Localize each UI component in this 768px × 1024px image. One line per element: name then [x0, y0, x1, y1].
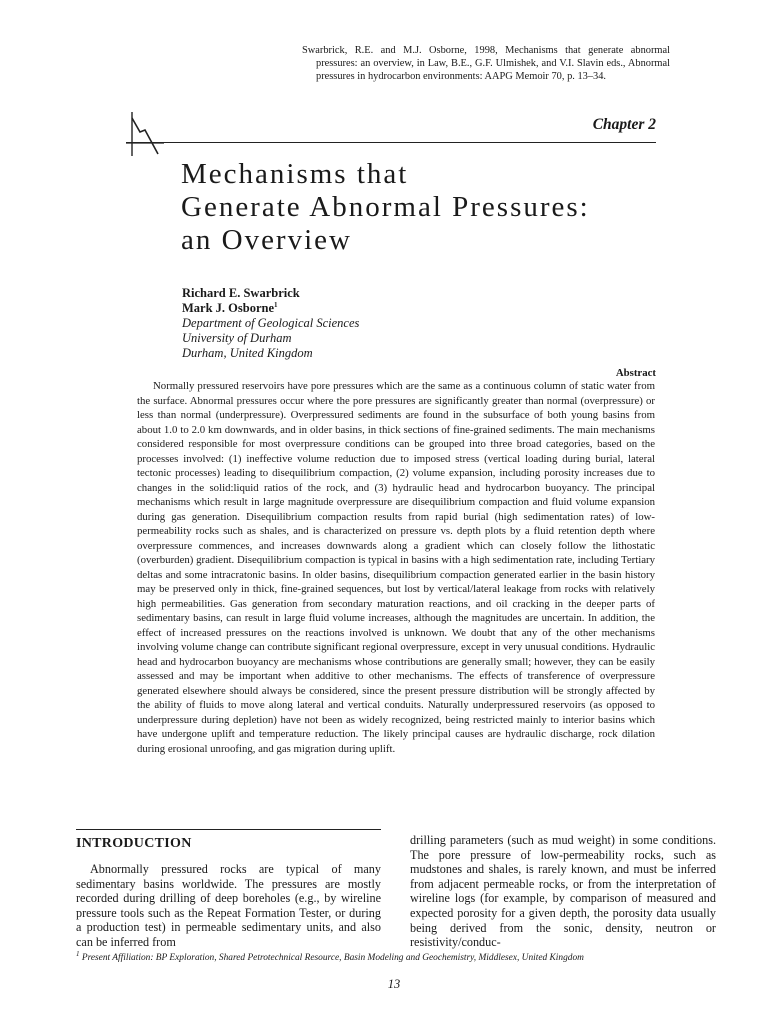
author-name-2: Mark J. Osborne [182, 301, 275, 315]
author-name-1: Richard E. Swarbrick [182, 286, 300, 300]
author-location: Durham, United Kingdom [182, 346, 313, 360]
introduction-column-left: Abnormally pressured rocks are typical of many sedimentary basins worldwide. The pressures are mostly recorded during drilling of deep boreholes (e.g., by wireline pressure tools such as the Repeat Formation Tester, or during a production test) in permeable sedimentary units, and also can be inferred from [76, 862, 381, 949]
abstract-heading: Abstract [615, 367, 656, 379]
title-line-2: Generate Abnormal Pressures: [181, 191, 590, 223]
footnote-marker: 1 [274, 300, 278, 309]
chapter-label: Chapter 2 [592, 116, 656, 133]
author-department: Department of Geological Sciences [182, 316, 360, 330]
citation: Swarbrick, R.E. and M.J. Osborne, 1998, Mechanisms that generate abnormal pressures: an overview, in Law, B.E., G.F. Ulmishek, and V.I. Slavin eds., Abnormal pressures in hydrocarbon environments: AAPG Memoir 70, p. 13–34. [302, 45, 670, 82]
author-university: University of Durham [182, 331, 292, 345]
title-line-3: an Overview [181, 224, 352, 256]
footnote-number: 1 [76, 949, 80, 958]
introduction-heading: INTRODUCTION [76, 836, 192, 851]
title-line-1: Mechanisms that [181, 158, 409, 190]
chapter-rule [126, 142, 656, 143]
page-number: 13 [387, 977, 401, 991]
introduction-column-right: drilling parameters (such as mud weight) in some conditions. The pore pressure of low-permeability rocks, such as mudstones and shales, is rarely known, and must be inferred from adjacent permeable rocks, or from the interpretation of wireline logs (for example, by comparison of measured and expected porosity for a given depth, the porosity data usually being derived from the sonic, density, neutron or resistivity/conduc- [410, 833, 716, 950]
introduction-rule [76, 829, 381, 830]
abstract-body: Normally pressured reservoirs have pore pressures which are the same as a continuous column of static water from the surface. Abnormal pressures occur where the pore pressures are significantly greater than normal (overpressure) or less than normal (underpressure). Overpressured sediments are found in the subsurface of both young basins from about 1.0 to 2.0 km downwards, and in older basins, in thick sections of fine-grained sediments. The main mechanisms considered responsible for most overpressure conditions can be grouped into three broad categories, based on the processes involved: (1) ineffective volume reduction due to imposed stress (vertical loading during burial, lateral tectonic processes) leading to disequilibrium compaction, (2) volume expansion, including porosity increases due to changes in the solid:liquid ratios of the rock, and (3) hydraulic head and hydrocarbon buoyancy. The principal mechanisms which result in large magnitude overpressure are disequilibrium compaction and fluid volume expansion during gas generation. Disequilibrium compaction results from rapid burial (high sedimentation rates) of low-permeability rocks such as shales, and is characterized on pressure vs. depth plots by a fluid retention depth where overpressure commences, and increases downwards along a gradient which can closely follow the lithostatic (overburden) gradient. Disequilibrium compaction is typical in basins with a high sedimentation rate, including Tertiary deltas and some intracratonic basins. In older basins, disequilibrium compaction generated earlier in the basin history may be preserved only in thick, fine-grained sequences, but lost by vertical/lateral leakage from rocks with relatively high permeabilities. Gas generation from secondary maturation reactions, and oil cracking in the deeper parts of sedimentary basins, can result in large fluid volume increases, although the magnitudes are uncertain. In addition, the effect of increased pressures on the reactions involved is unknown. We doubt that any of the other mechanisms involving volume change can contribute significant regional overpressure, except in very unusual conditions. Hydraulic head and hydrocarbon buoyancy are mechanisms whose contributions are generally small; however, they can be easily assessed and may be important when additive to other mechanisms. The effects of transference of overpressure generated elsewhere should always be considered, since the present pressure distribution will be strongly affected by the ability of fluids to move along lateral and vertical conduits. Naturally underpressured reservoirs (as opposed to underpressure during depletion) have not been as widely recognized, being restricted mainly to interior basins which have undergone uplift and temperature reduction. The likely principal causes are hydraulic discharge, rock dilation during erosional unroofing, and gas migration during uplift. [137, 380, 655, 755]
chapter-title [181, 158, 681, 257]
footnote-text: Present Affiliation: BP Exploration, Shared Petrotechnical Resource, Basin Modeling and Geochemistry, Middlesex, United Kingdom [81, 953, 584, 963]
author-name-2-row [182, 301, 359, 316]
chapter-logo-icon [124, 110, 164, 158]
author-block [182, 286, 359, 361]
footnote [76, 949, 716, 963]
